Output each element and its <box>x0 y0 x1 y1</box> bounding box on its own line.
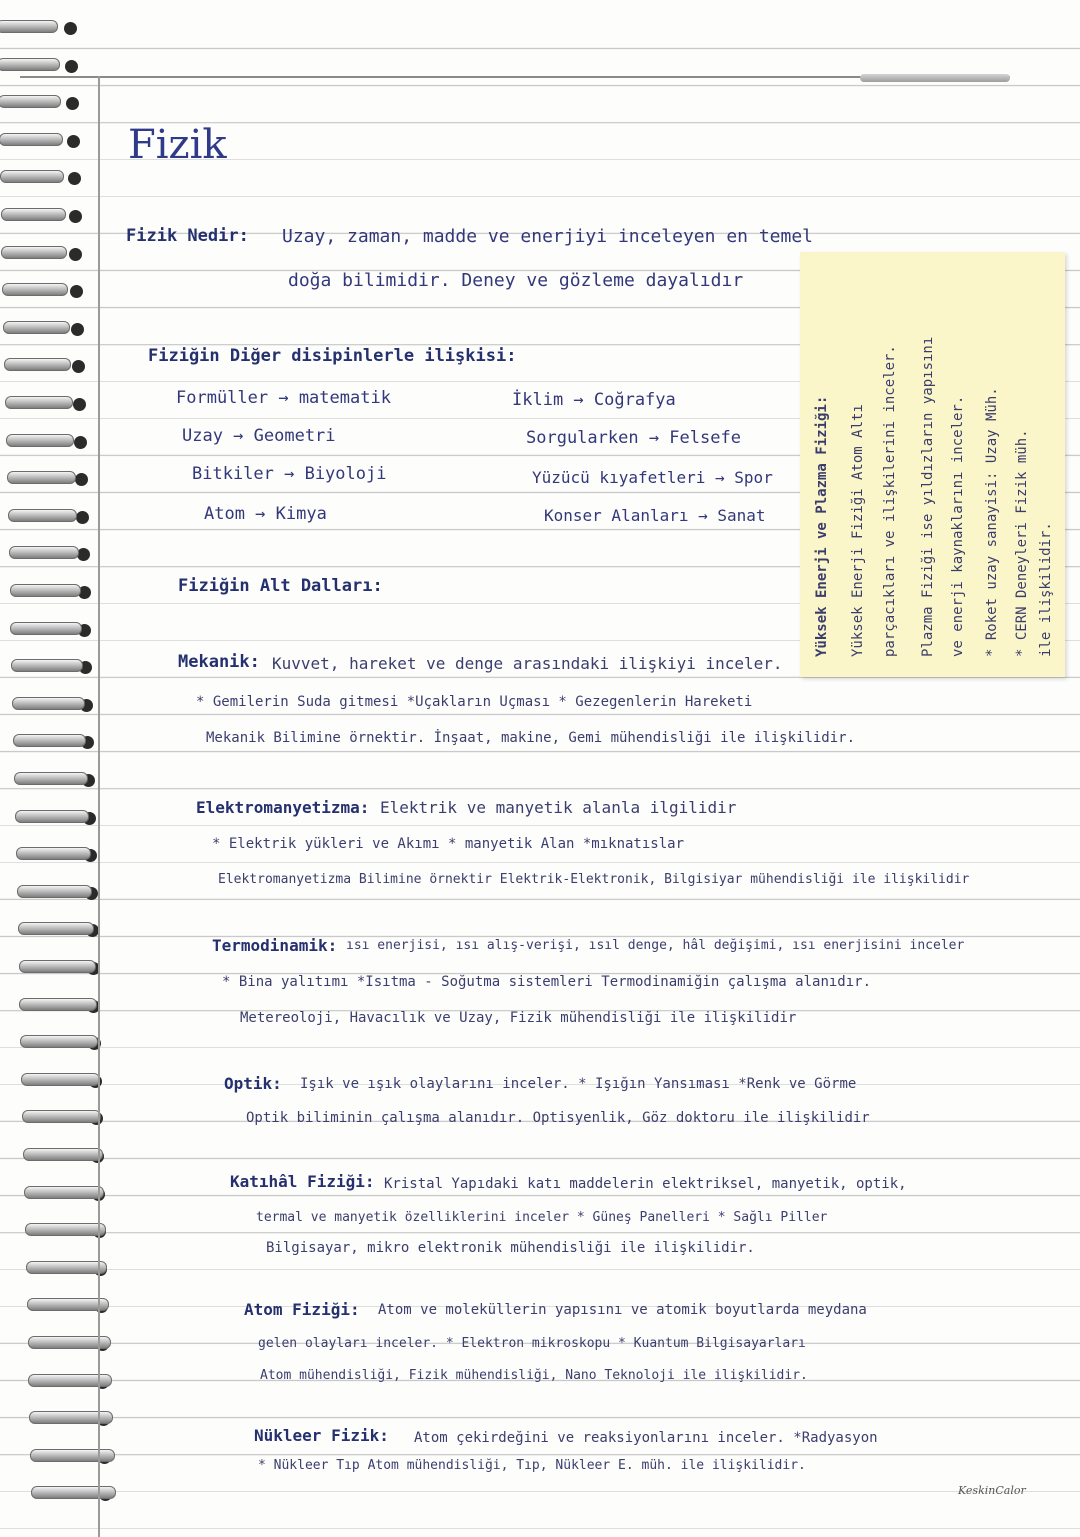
sticky-note-line: Plazma Fiziği ise yıldızların yapısını <box>920 336 936 657</box>
relation-right-1: İklim → Coğrafya <box>512 390 676 410</box>
section-line: Kuvvet, hareket ve denge arasındaki ilişkiyi inceler. <box>272 654 783 673</box>
binding-ring <box>18 922 94 935</box>
definition-line-2: doğa bilimidir. Deney ve gözleme dayalıdır <box>288 270 744 291</box>
sticky-note-line: ile ilişkilidir. <box>1038 522 1054 657</box>
section-line: Optik biliminin çalışma alanıdır. Optisyenlik, Göz doktoru ile ilişkilidir <box>246 1110 870 1126</box>
spiral-binding <box>0 0 140 1537</box>
sticky-note-line: ve enerji kaynaklarını inceler. <box>950 395 966 657</box>
binding-ring <box>3 321 70 334</box>
section-line: * Elektrik yükleri ve Akımı * manyetik Alan *mıknatıslar <box>212 836 685 852</box>
relation-right-3: Yüzücü kıyafetleri → Spor <box>532 468 773 487</box>
definition-label: Fizik Nedir: <box>126 226 249 246</box>
relation-left-3: Bitkiler → Biyoloji <box>192 464 387 484</box>
sticky-note <box>800 252 1065 677</box>
sticky-note-line: * CERN Deneyleri Fizik müh. <box>1014 429 1030 657</box>
binding-ring <box>9 546 79 559</box>
section-line: Kristal Yapıdaki katı maddelerin elektriksel, manyetik, optik, <box>384 1176 907 1192</box>
pen <box>860 74 1010 82</box>
binding-ring <box>19 998 97 1011</box>
section-line: Elektromanyetizma Bilimine örnektir Elektrik-Elektronik, Bilgisiyar mühendisliği ile ilişkilidir <box>218 872 970 887</box>
relation-right-2: Sorgularken → Felsefe <box>526 428 741 448</box>
binding-ring <box>16 847 91 860</box>
binding-hole <box>75 473 88 486</box>
binding-hole <box>71 323 84 336</box>
section-label-katihal: Katıhâl Fiziği: <box>230 1172 375 1191</box>
binding-ring <box>2 283 68 296</box>
binding-hole <box>64 22 77 35</box>
binding-hole <box>72 360 85 373</box>
binding-ring <box>19 960 96 973</box>
binding-ring <box>0 58 60 71</box>
binding-ring <box>0 95 61 108</box>
section-label-termodinamik: Termodinamik: <box>212 936 338 955</box>
section-label-elektromanyetizma: Elektromanyetizma: <box>196 798 370 817</box>
branches-heading: Fiziğin Alt Dalları: <box>178 576 383 596</box>
section-line: Mekanik Bilimine örnektir. İnşaat, makine, Gemi mühendisliği ile ilişkilidir. <box>206 730 856 746</box>
binding-ring <box>29 1411 113 1424</box>
section-line: Bilgisayar, mikro elektronik mühendisliği ile ilişkilidir. <box>266 1240 755 1256</box>
binding-ring <box>0 170 64 183</box>
section-line: Atom ve moleküllerin yapısını ve atomik boyutlarda meydana <box>378 1302 867 1318</box>
binding-ring <box>13 734 86 747</box>
relation-left-1: Formüller → matematik <box>176 388 391 408</box>
sticky-note-line: * Roket uzay sanayisi: Uzay Müh. <box>984 387 1000 657</box>
binding-ring <box>10 584 81 597</box>
section-label-mekanik: Mekanik: <box>178 652 260 672</box>
binding-ring <box>27 1298 109 1311</box>
binding-hole <box>76 511 89 524</box>
section-line: Elektrik ve manyetik alanla ilgilidir <box>380 798 737 817</box>
binding-ring <box>22 1110 101 1123</box>
binding-ring <box>25 1223 106 1236</box>
binding-hole <box>68 172 81 185</box>
binding-ring <box>10 622 82 635</box>
section-line: Metereoloji, Havacılık ve Uzay, Fizik mühendisliği ile ilişkilidir <box>240 1010 797 1026</box>
binding-ring <box>11 659 83 672</box>
binding-ring <box>7 471 76 484</box>
binding-hole <box>70 285 83 298</box>
section-line: Atom mühendisliği, Fizik mühendisliği, Nano Teknoloji ile ilişkilidir. <box>260 1368 808 1383</box>
section-line: * Gemilerin Suda gitmesi *Uçakların Uçması * Gezegenlerin Hareketi <box>196 694 753 710</box>
binding-hole <box>65 60 78 73</box>
binding-ring <box>31 1486 116 1499</box>
page-title: Fizik <box>128 122 227 168</box>
sticky-note-line: parçacıkları ve ilişkilerini inceler. <box>882 345 898 657</box>
binding-ring <box>30 1449 115 1462</box>
binding-ring <box>15 810 90 823</box>
section-line: * Bina yalıtımı *Isıtma - Soğutma sistemleri Termodinamiğin çalışma alanıdır. <box>222 974 872 990</box>
signature: KeskinCalor <box>958 1484 1026 1497</box>
binding-hole <box>67 135 80 148</box>
binding-hole <box>73 398 86 411</box>
binding-ring <box>24 1186 105 1199</box>
section-label-nukleer: Nükleer Fizik: <box>254 1426 389 1445</box>
definition-line-1: Uzay, zaman, madde ve enerjiyi inceleyen en temel <box>282 226 814 247</box>
section-line: Işık ve ışık olaylarını inceler. * Işığın Yansıması *Renk ve Görme <box>300 1076 857 1092</box>
section-line: ısı enerjisi, ısı alış-verişi, ısıl denge, hâl değişimi, ısı enerjisini inceler <box>346 938 965 953</box>
binding-ring <box>1 246 67 259</box>
binding-hole <box>74 436 87 449</box>
section-line: termal ve manyetik özelliklerini inceler * Güneş Panelleri * Sağlı Piller <box>256 1210 828 1225</box>
binding-ring <box>1 208 66 221</box>
binding-ring <box>20 1035 98 1048</box>
section-label-optik: Optik: <box>224 1074 282 1093</box>
binding-ring <box>26 1261 108 1274</box>
binding-ring <box>14 772 88 785</box>
binding-ring <box>17 885 93 898</box>
binding-ring <box>8 509 78 522</box>
binding-ring <box>5 396 73 409</box>
binding-ring <box>4 358 71 371</box>
relation-right-4: Konser Alanları → Sanat <box>544 506 766 525</box>
binding-hole <box>69 248 82 261</box>
binding-hole <box>69 210 82 223</box>
section-line: gelen olayları inceler. * Elektron mikroskopu * Kuantum Bilgisayarları <box>258 1336 806 1351</box>
section-line: * Nükleer Tıp Atom mühendisliği, Tıp, Nükleer E. müh. ile ilişkilidir. <box>258 1458 806 1473</box>
binding-ring <box>6 434 75 447</box>
binding-ring <box>12 697 85 710</box>
section-label-atom: Atom Fiziği: <box>244 1300 360 1319</box>
sticky-note-line: Yüksek Enerji Fiziği Atom Altı <box>850 404 866 657</box>
binding-ring <box>0 133 63 146</box>
binding-ring <box>23 1148 103 1161</box>
margin-rule <box>98 76 100 1537</box>
binding-ring <box>21 1073 100 1086</box>
sticky-note-line: Yüksek Enerji ve Plazma Fiziği: <box>814 395 830 657</box>
relation-left-2: Uzay → Geometri <box>182 426 336 446</box>
relations-heading: Fiziğin Diğer disipinlerle ilişkisi: <box>148 346 517 366</box>
relation-left-4: Atom → Kimya <box>204 504 327 524</box>
section-line: Atom çekirdeğini ve reaksiyonlarını inceler. *Radyasyon <box>414 1430 878 1446</box>
binding-hole <box>66 97 79 110</box>
binding-ring <box>0 20 58 33</box>
